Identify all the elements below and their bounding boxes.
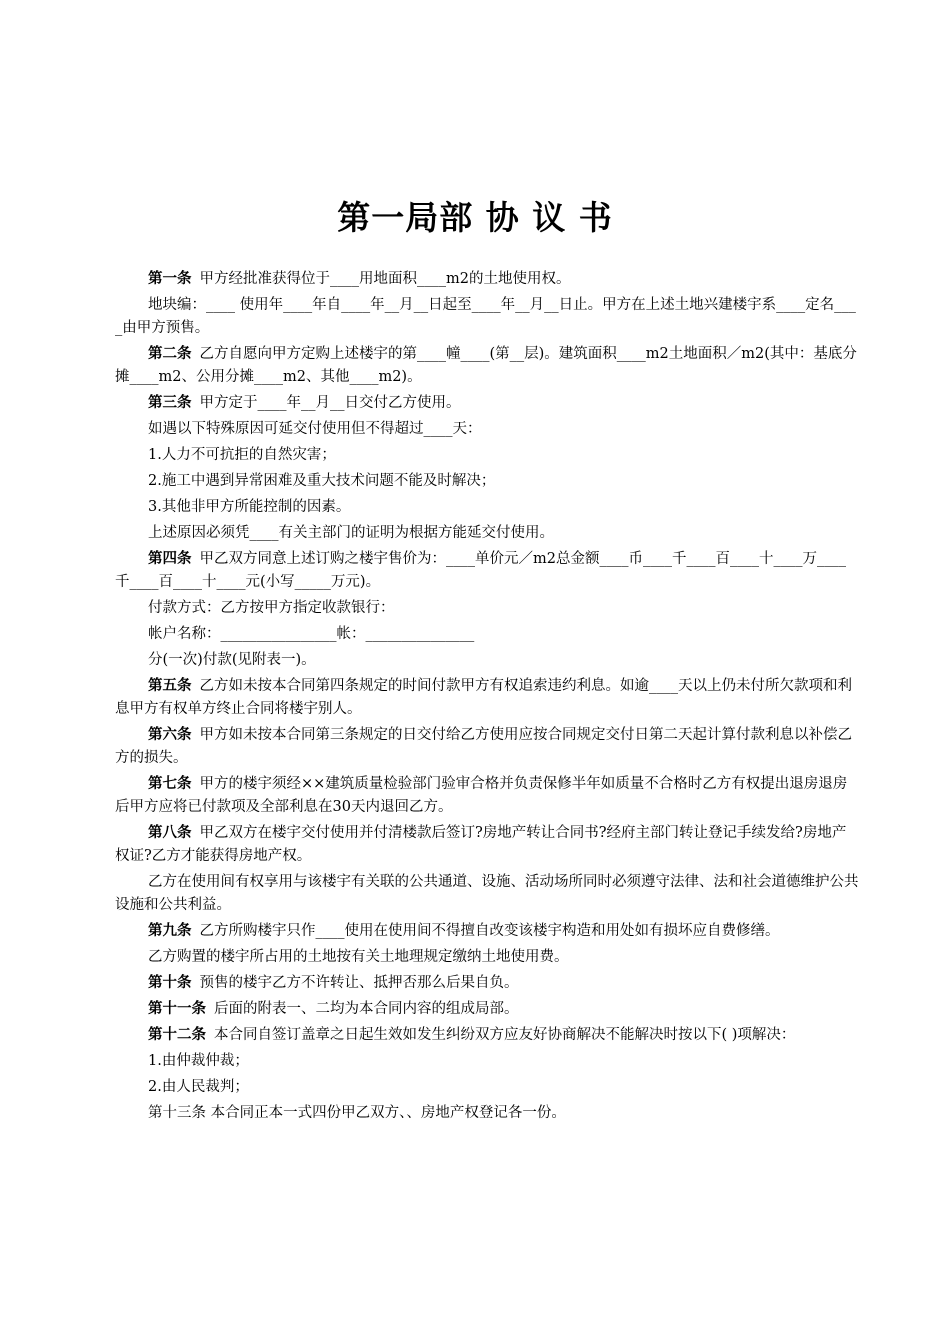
paragraph (115, 972, 860, 995)
paragraph-text: 乙方如未按本合同第四条规定的时间付款甲方有权追索违约利息。如逾____天以上仍未付所欠款项和利息甲方有权单方终止合同将楼宇别人。 (115, 678, 852, 717)
paragraph (115, 1102, 860, 1125)
paragraph-text: 甲乙双方在楼宇交付使用并付清楼款后签订?房地产转让合同书?经府主部门转让登记手续发给?房地产权证?乙方才能获得房地产权。 (115, 825, 847, 864)
paragraph (115, 548, 860, 594)
paragraph (115, 773, 860, 819)
paragraph-text: 2.施工中遇到异常困难及重大技术问题不能及时解决； (148, 473, 496, 489)
article-label: 第七条 (148, 776, 192, 792)
paragraph-text: 3.其他非甲方所能控制的因素。 (148, 499, 351, 515)
paragraph-text: 后面的附表一、二均为本合同内容的组成局部。 (214, 1001, 519, 1017)
paragraph (115, 343, 860, 389)
paragraph (115, 946, 860, 969)
article-label: 第八条 (148, 825, 192, 841)
paragraph-text: 预售的楼宇乙方不许转让、抵押否那么后果自负。 (199, 975, 519, 991)
paragraph (115, 597, 860, 620)
paragraph-text: 甲方定于____年__月__日交付乙方使用。 (199, 395, 461, 411)
paragraph-text: 如遇以下特殊原因可延交付使用但不得超过____天： (148, 421, 482, 437)
article-label: 第九条 (148, 923, 192, 939)
paragraph-text: 乙方自愿向甲方定购上述楼宇的第____幢____(第__层)。建筑面积____m2土地面积／m2(其中：基底分摊____m2、公用分摊____m2、其他____m2)。 (115, 346, 857, 385)
paragraph (115, 623, 860, 646)
article-label: 第十一条 (148, 1001, 206, 1017)
paragraph-text: 分(一次)付款(见附表一)。 (148, 652, 316, 668)
paragraph (115, 522, 860, 545)
paragraph-text: 1.人力不可抗拒的自然灾害； (148, 447, 336, 463)
paragraph-text: 甲方的楼宇须经××建筑质量检验部门验审合格并负责保修半年如质量不合格时乙方有权提出退房退房后甲方应将已付款项及全部利息在30天内退回乙方。 (115, 776, 848, 815)
paragraph (115, 496, 860, 519)
paragraph (115, 470, 860, 493)
article-label: 第五条 (148, 678, 192, 694)
paragraph (115, 392, 860, 415)
paragraph (115, 675, 860, 721)
paragraph (115, 268, 860, 291)
paragraph-text: 上述原因必须凭____有关主部门的证明为根据方能延交付使用。 (148, 525, 554, 541)
paragraph-text: 付款方式：乙方按甲方指定收款银行： (148, 600, 395, 616)
document-body (115, 268, 860, 1128)
paragraph (115, 649, 860, 672)
paragraph (115, 294, 860, 340)
paragraph (115, 1024, 860, 1047)
article-label: 第四条 (148, 551, 192, 567)
article-label: 第十条 (148, 975, 192, 991)
paragraph (115, 724, 860, 770)
paragraph (115, 1050, 860, 1073)
article-label: 第十二条 (148, 1027, 206, 1043)
article-label: 第三条 (148, 395, 192, 411)
paragraph-text: 甲方如未按本合同第三条规定的日交付给乙方使用应按合同规定交付日第二天起计算付款利息以补偿乙方的损失。 (115, 727, 852, 766)
article-label: 第六条 (148, 727, 192, 743)
paragraph (115, 418, 860, 441)
paragraph-text: 1.由仲裁仲裁； (148, 1053, 249, 1069)
paragraph (115, 920, 860, 943)
paragraph (115, 998, 860, 1021)
document-title: 第一局部 协 议 书 (337, 198, 613, 237)
paragraph-text: 本合同自签订盖章之日起生效如发生纠纷双方应友好协商解决不能解决时按以下( )项解决： (214, 1027, 796, 1043)
paragraph-text: 乙方所购楼宇只作____使用在使用间不得擅自改变该楼宇构造和用处如有损坏应自费修缮。 (199, 923, 780, 939)
paragraph-text: 甲乙双方同意上述订购之楼宇售价为：____单价元／m2总金额____币____千____百____十____万____千____百____十____元(小写_____万元)。 (115, 551, 846, 590)
paragraph-text: 甲方经批准获得位于____用地面积____m2的土地使用权。 (199, 271, 571, 287)
paragraph-text: 第十三条 本合同正本一式四份甲乙双方、、房地产权登记各一份。 (148, 1105, 566, 1121)
paragraph-text: 地块编：____ 使用年____年自____年__月__日起至____年__月__日止。甲方在上述土地兴建楼宇系____定名____由甲方预售。 (115, 297, 856, 336)
paragraph-text: 帐户名称：________________帐：_______________ (148, 626, 475, 642)
paragraph (115, 871, 860, 917)
paragraph (115, 822, 860, 868)
paragraph-text: 2.由人民裁判； (148, 1079, 249, 1095)
paragraph (115, 444, 860, 467)
article-label: 第一条 (148, 271, 192, 287)
paragraph-text: 乙方在使用间有权享用与该楼宇有关联的公共通道、设施、活动场所同时必须遵守法律、法和社会道德维护公共设施和公共利益。 (115, 874, 859, 913)
paragraph (115, 1076, 860, 1099)
article-label: 第二条 (148, 346, 192, 362)
paragraph-text: 乙方购置的楼宇所占用的土地按有关土地理规定缴纳土地使用费。 (148, 949, 569, 965)
